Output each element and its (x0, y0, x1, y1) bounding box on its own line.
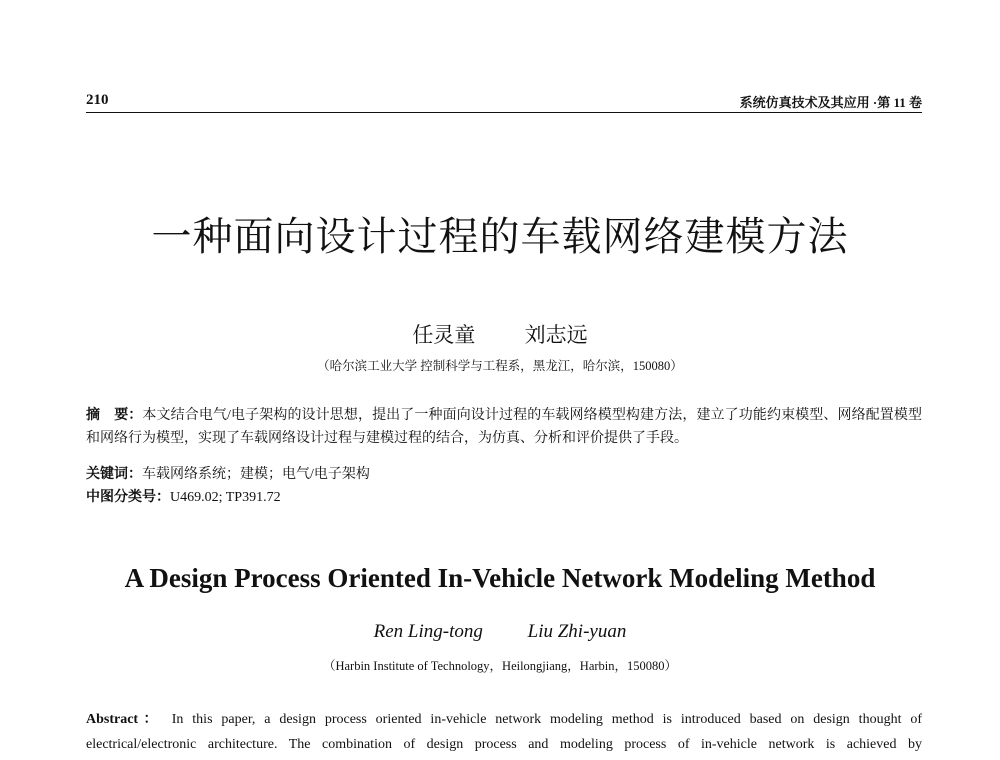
english-affiliation: （Harbin Institute of Technology，Heilongjiang，Harbin，150080） (322, 659, 678, 673)
chinese-affiliation: （哈尔滨工业大学 控制科学与工程系，黑龙江，哈尔滨，150080） (317, 359, 683, 373)
chinese-abstract-label: 摘 要： (86, 408, 143, 423)
running-header (86, 92, 922, 113)
english-author-1: Ren Ling-tong (373, 621, 483, 642)
chinese-metadata (86, 463, 922, 509)
keywords-line (86, 463, 922, 486)
english-abstract-text: In this paper, a design process oriented in-vehicle network modeling method is introduced based on design thought of electrical/electronic architecture. The combination of design process and modeling process of in-vehicle network is achieved by (86, 712, 923, 752)
page-number: 210 (86, 92, 109, 108)
keywords-text: 车载网络系统；建模；电气/电子架构 (142, 467, 370, 482)
english-author-2: Liu Zhi-yuan (527, 621, 627, 642)
english-abstract (86, 707, 922, 757)
chinese-title: 一种面向设计过程的车载网络建模方法 (151, 214, 849, 260)
chinese-abstract (86, 404, 922, 450)
journal-name: 系统仿真技术及其应用 ·第 11 卷 (739, 95, 922, 110)
classification-line (86, 486, 922, 509)
english-abstract-label: Abstract： (86, 712, 163, 727)
chinese-authors (0, 319, 1000, 349)
classification-label: 中图分类号： (86, 490, 170, 505)
chinese-abstract-text: 本文结合电气/电子架构的设计思想，提出了一种面向设计过程的车载网络模型构建方法，建立了功能约束模型、网络配置模型和网络行为模型，实现了车载网络设计过程与建模过程的结合，为仿真、分析和评价提供了手段。 (86, 408, 923, 446)
english-authors (0, 621, 1000, 643)
chinese-author-2: 刘志远 (524, 323, 588, 347)
english-title: A Design Process Oriented In-Vehicle Network Modeling Method (124, 563, 876, 593)
keywords-label: 关键词： (86, 467, 142, 482)
classification-text: U469.02; TP391.72 (170, 490, 281, 505)
chinese-author-1: 任灵童 (412, 323, 476, 347)
